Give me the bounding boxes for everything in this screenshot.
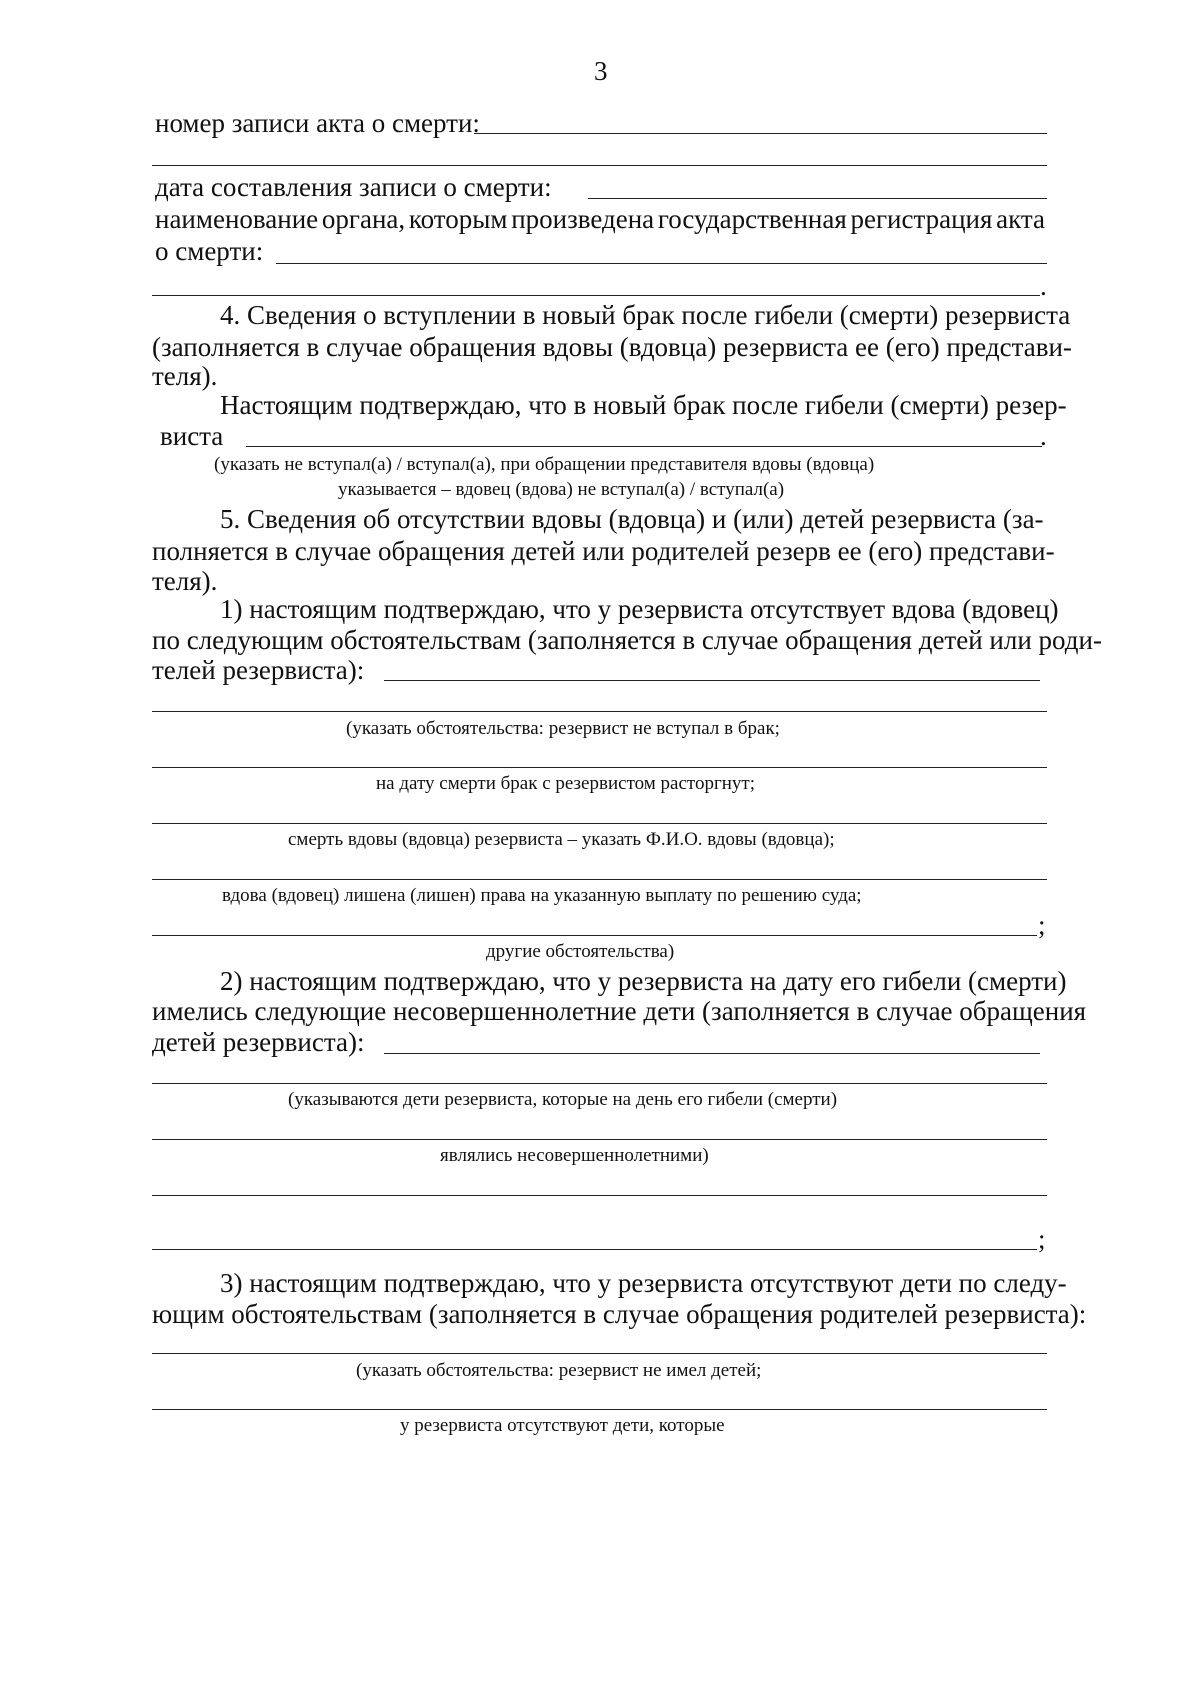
item1-hint-5: другие обстоятельства) [486,941,675,962]
item2-field-5 [152,1249,1037,1250]
registry-body-field-continued [152,295,1040,296]
item2-text: 2) настоящим подтверждаю, что у резервиста на дату его гибели (смерти) [220,966,1067,996]
item1-text: 1) настоящим подтверждаю, что у резервиста отсутствует вдова (вдовец) [220,594,1059,624]
item2-hint-2: являлись несовершеннолетними) [440,1145,709,1166]
item1-hint-3: смерть вдовы (вдовца) резервиста – указать Ф.И.О. вдовы (вдовца); [288,829,835,850]
section4-hint: (указать не вступал(а) / вступал(а), при обращении представителя вдовы (вдовца) [214,454,875,475]
section5-heading-line2: полняется в случае обращения детей или родителей резерв ее (его) представи- [152,536,1055,566]
registry-body-label: наименование органа, которым произведена государственная регистрация акта [155,204,1045,234]
death-record-number-field-continued [152,165,1047,166]
item2-text-line2: имелись следующие несовершеннолетние дети (заполняется в случае обращения [152,996,1087,1026]
section4-heading-line3: теля). [152,361,218,391]
section4-confirm: Настоящим подтверждаю, что в новый брак после гибели (смерти) резер- [220,390,1067,420]
item3-hint-2: у резервиста отсутствуют дети, которые [400,1415,725,1436]
item1-end-semicolon: ; [1038,910,1046,940]
item3-text-line2: ющим обстоятельствам (заполняется в случае обращения родителей резервиста): [152,1299,1087,1329]
item1-hint-1: (указать обстоятельства: резервист не вступал в брак; [346,718,780,739]
item1-field-3 [152,767,1047,768]
section5-heading: 5. Сведения об отсутствии вдовы (вдовца) и (или) детей резервиста (за- [220,504,1044,534]
item1-field-2 [152,711,1047,712]
section4-heading: 4. Сведения о вступлении в новый брак после гибели (смерти) резервиста [220,300,1071,330]
item2-field-4 [152,1195,1047,1196]
page-number: 3 [594,56,608,86]
registry-body-field [276,263,1047,264]
section4-confirm-line2: виста [160,421,224,451]
death-record-date-field [588,198,1047,199]
item1-field-1 [384,680,1040,681]
item1-field-6 [152,935,1037,936]
item1-hint-4: вдова (вдовец) лишена (лишен) права на указанную выплату по решению суда; [222,885,862,906]
item3-field-2 [152,1409,1047,1410]
item2-end-semicolon: ; [1038,1224,1046,1254]
item2-hint-1: (указываются дети резервиста, которые на день его гибели (смерти) [288,1089,838,1110]
item1-hint-2: на дату смерти брак с резервистом расторгнут; [376,773,755,794]
registry-body-end-dot: . [1040,271,1047,301]
item1-field-5 [152,879,1047,880]
item3-text: 3) настоящим подтверждаю, что у резервиста отсутствуют дети по следу- [220,1268,1067,1298]
item2-field-1 [384,1053,1040,1054]
item2-field-2 [152,1083,1047,1084]
registry-body-label-cont: о смерти: [155,236,264,266]
new-marriage-field [246,446,1042,447]
new-marriage-end-dot: . [1040,421,1047,451]
section4-heading-line2: (заполняется в случае обращения вдовы (вдовца) резервиста ее (его) представи- [152,332,1072,362]
section5-heading-line3: теля). [152,566,218,596]
item1-text-line3: телей резервиста): [152,655,365,685]
item2-field-3 [152,1139,1047,1140]
death-record-date-label: дата составления записи о смерти: [155,172,552,202]
item3-field-1 [152,1353,1047,1354]
death-record-number-field [474,133,1047,134]
item1-field-4 [152,823,1047,824]
item3-hint-1: (указать обстоятельства: резервист не имел детей; [356,1360,762,1381]
item1-text-line2: по следующим обстоятельствам (заполняется в случае обращения детей или роди- [152,625,1102,655]
section4-hint-line2: указывается – вдовец (вдова) не вступал(а) / вступал(а) [338,479,785,500]
item2-text-line3: детей резервиста): [152,1027,365,1057]
death-record-number-label: номер записи акта о смерти: [155,108,480,138]
